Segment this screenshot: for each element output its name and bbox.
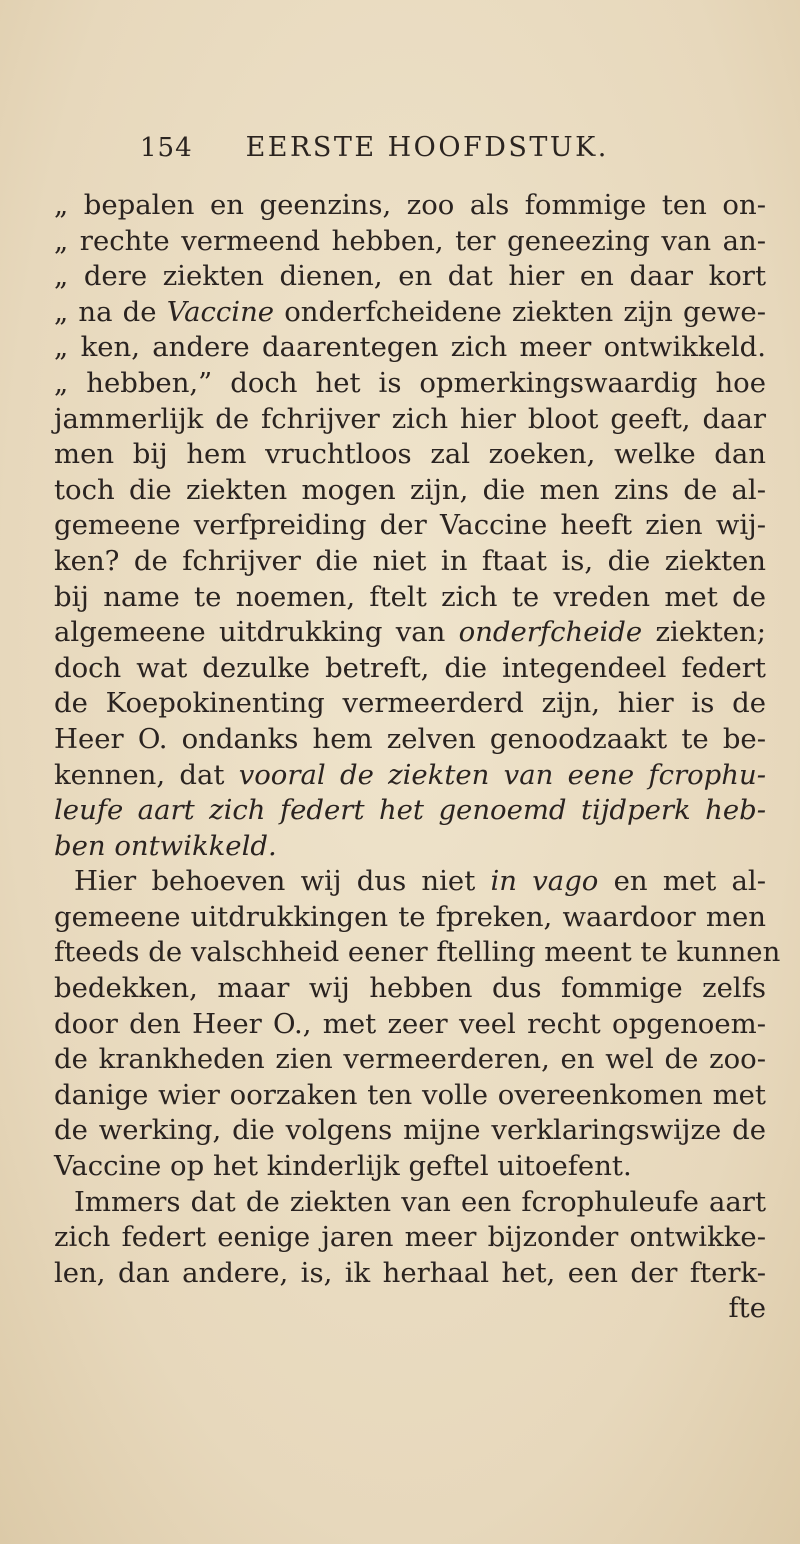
line-text: „ hebben,” doch het is opmerkingswaardig hoe <box>54 366 766 399</box>
line-text: doch wat dezulke betreft, die integendeel federt <box>54 651 766 684</box>
line-text: de krankheden zien vermeerderen, en wel de zoo- <box>54 1043 766 1076</box>
line-text: bedekken, maar wij hebben dus fommige zelfs <box>54 972 766 1005</box>
text-line <box>54 971 766 1007</box>
text-line <box>54 1113 766 1149</box>
line-text: zich federt eenige jaren meer bijzonder ontwikke- <box>54 1221 766 1254</box>
text-line <box>54 1291 766 1327</box>
line-text: fteeds de valschheid eener ftelling meent te kunnen <box>54 936 781 969</box>
text-line <box>54 1149 766 1185</box>
text-line <box>54 864 766 900</box>
text-line <box>54 508 766 544</box>
italic-text: in vago <box>490 865 599 898</box>
italic-text: vooral de ziekten van eene fcrophu- <box>238 758 766 791</box>
line-text: jammerlijk de fchrijver zich hier bloot geeft, daar <box>54 402 766 435</box>
text-line <box>54 793 766 829</box>
text-line <box>54 900 766 936</box>
line-text: onderfcheidene ziekten zijn gewe- <box>274 295 766 328</box>
italic-text: leufe aart zich federt het genoemd tijdperk heb- <box>54 794 766 827</box>
text-line <box>54 1078 766 1114</box>
text-line <box>54 544 766 580</box>
text-line <box>54 330 766 366</box>
line-text: kennen, dat <box>54 758 239 791</box>
text-line <box>54 1042 766 1078</box>
text-line <box>54 437 766 473</box>
text-line <box>54 402 766 438</box>
line-text: algemeene uitdrukking van <box>54 616 459 649</box>
line-text: ken? de fchrijver die niet in ftaat is, die ziekten <box>54 544 766 577</box>
text-line <box>54 1220 766 1256</box>
line-text: men bij hem vruchtloos zal zoeken, welke dan <box>54 438 766 471</box>
line-text: de werking, die volgens mijne verklaringswijze de <box>54 1114 766 1147</box>
text-line <box>54 829 766 865</box>
italic-text: ben ontwikkeld. <box>54 829 277 862</box>
text-line <box>54 1185 766 1221</box>
text-line <box>54 651 766 687</box>
text-line <box>54 580 766 616</box>
text-line <box>54 259 766 295</box>
line-text: gemeene uitdrukkingen te fpreken, waardoor men <box>54 900 766 933</box>
line-text: en met al- <box>598 865 766 898</box>
line-text: toch die ziekten mogen zijn, die men zins de al- <box>54 473 766 506</box>
line-text: danige wier oorzaken ten volle overeenkomen met <box>54 1078 766 1111</box>
line-text: fte <box>728 1292 766 1325</box>
line-text: Vaccine op het kinderlijk geftel uitoefent. <box>54 1150 632 1183</box>
text-line <box>54 295 766 331</box>
text-line <box>54 1007 766 1043</box>
page-body-text <box>54 188 781 1327</box>
text-line <box>54 935 781 971</box>
text-line <box>54 615 766 651</box>
text-line <box>54 722 766 758</box>
line-text: de Koepokinenting vermeerderd zijn, hier is de <box>54 687 766 720</box>
line-text: „ dere ziekten dienen, en dat hier en daar kort <box>54 260 766 293</box>
line-text: „ ken, andere daarentegen zich meer ontwikkeld. <box>54 331 766 364</box>
line-text: „ na de <box>54 295 167 328</box>
chapter-title: EERSTE HOOFDSTUK. <box>245 132 609 163</box>
line-text: „ rechte vermeend hebben, ter geneezing van an- <box>54 224 766 257</box>
line-text: Immers dat de ziekten van een fcrophuleufe aart <box>74 1185 766 1218</box>
line-text: bij name te noemen, ftelt zich te vreden met de <box>54 580 766 613</box>
text-line <box>54 758 766 794</box>
text-line <box>54 473 766 509</box>
text-line <box>54 366 766 402</box>
line-text: „ bepalen en geenzins, zoo als fommige ten on- <box>54 189 766 221</box>
line-text: Hier behoeven wij dus niet <box>74 865 491 898</box>
text-line <box>54 224 766 260</box>
page-number: 154 <box>140 133 193 163</box>
text-line <box>54 1256 766 1292</box>
line-text: gemeene verfpreiding der Vaccine heeft zien wij- <box>54 509 766 542</box>
line-text: Heer O. ondanks hem zelven genoodzaakt te be- <box>54 722 766 755</box>
line-text: len, dan andere, is, ik herhaal het, een der fterk- <box>54 1256 766 1289</box>
italic-text: Vaccine <box>166 295 275 328</box>
running-header <box>140 132 700 163</box>
text-line <box>54 686 766 722</box>
line-text: door den Heer O., met zeer veel recht opgenoem- <box>54 1007 766 1040</box>
text-line <box>54 188 766 224</box>
italic-text: onderfcheide <box>458 616 643 649</box>
line-text: ziekten; <box>642 616 766 649</box>
